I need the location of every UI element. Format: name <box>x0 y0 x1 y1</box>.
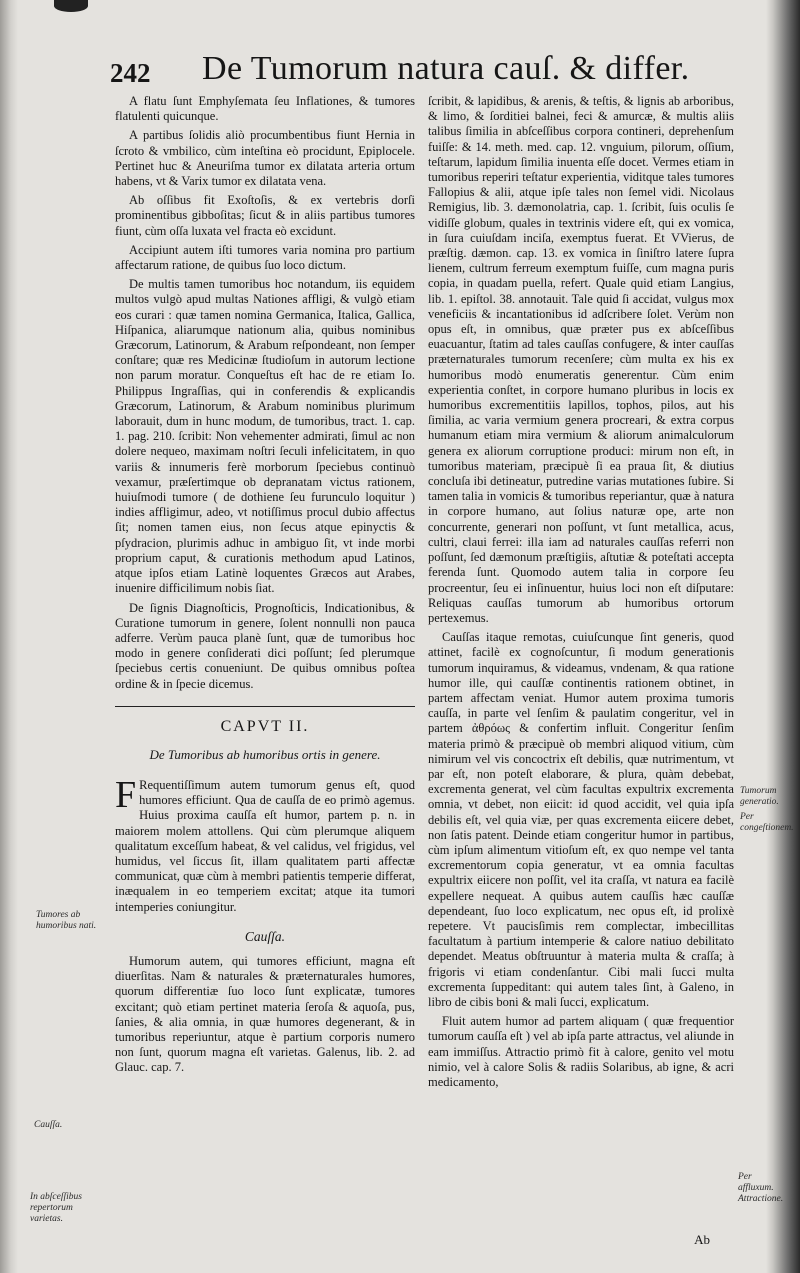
chapter-subtitle: De Tumoribus ab humoribus ortis in genere. <box>149 746 381 762</box>
paragraph: Fluit autem humor ad partem aliquam ( quæ frequentior tumorum cauſſa eſt ) vel ab ipſa parte attractus, vel aliunde in eam immiſſus. Attractio primò fit à calore, genito vel motu nimio, vel à calore Solis & radiis Solaribus, ab igne, & acri medicamento, <box>428 1014 734 1089</box>
catchword: Ab <box>694 1232 710 1247</box>
chapter-heading: CAPVT II. <box>220 717 310 735</box>
margin-note-affluxum: Per affluxum. Attractione. <box>738 1172 784 1204</box>
paragraph: De ſignis Diagnoſticis, Prognoſticis, Indicationibus, & Curatione tumorum in genere, ſolent nonnulli non pauca adferre. Verùm pauca planè ſunt, quæ de tumoribus hoc modo in genere conſiderati dici poſſunt; ſed plerumque ſpeciebus certis conueniunt. De quibus omnibus poſtea ordine & in ſpecie dicemus. <box>115 600 415 691</box>
section-heading: Cauſſa. <box>244 928 286 944</box>
ink-blot <box>54 0 88 12</box>
paragraph: ſcribit, & lapidibus, & arenis, & teſtis, & lignis ab arboribus, & limo, & ſorditiei balnei, feci & amurcæ, & multis aliis talibus ſimilia in abſceſſibus corpora contineri, deprehenſum fuiſſe: & 14. meth. med. cap. 12. vnguium, pilorum, oſſium, teſtarum, lapidum ſimilia inuenta eſſe docet. Vermes etiam in tumoribus reperiri teſtatur experientia, viditque tales tumores Fallopius & alii, atque ipſe tales non ſemel vidi. Nicolaus Remigius, lib. 3. dæmonolatria, cap. 1. ſcribit, ſuis oculis ſe vidiſſe globum, quales in textrinis videre eſt, qui ex vomica, in ſura cuiuſdam inciſa, exemptus fuerat. Et VVierus, de præſtig. dæmon. cap. 13. ex vomica in ſiniſtro latere ſupra lienem, cultrum ferreum exemptum fuiſſe, cum magna puris copia, in quadam puella, refert. Quale quid etiam Langius, lib. 1. epiſtol. 38. annotauit. Tale quid ſi accidat, vulgus mox veneficiis & incantationibus id adſcribere ſolet. Verùm non opus eſt, in omnibus, quæ præter pus ex abſceſſibus euacuantur, ſtatim ad tales cauſſas confugere, & inter cauſſas præternaturales tumorum recenſere; cùm multa ex his ex humoribus modò enumeratis generentur. Cùm enim experientia conſtet, in corpore humano pluribus in locis ex humoribus excrementitiis lapillos, tophos, pilos, aut his ſimilia, ac varia vermium genera procreari, & extra corpus humanum etiam mira vermium & aliorum animalculorum genera ex aliorum corruptione produci: mirum non eſt, in tumoribus materiam, præcipuè ſi ea praua ſit, & diutius concluſa ibi detineatur, putredine varias mutationes ſubire. Si tamen talia in vomicis & tumoribus reperiantur, quæ à natura in corpore humano, aut ſolius naturæ ope, arte non concurrente, generari non poſſunt, vt ſunt metallica, acus, cultri, claui ferrei: illa iam ad naturales cauſſas referri non poſſunt, ſed dæmonum præſtigiis, aſtutiæ & poteſtati accepta ferenda ſunt. Quomodo autem talia in corpore ſeu procreentur, ſeu ei inſinuentur, huius loci non eſt diſputare: Reliquas cauſſas tumorum ab humoribus ortorum pertexemus. <box>428 94 734 625</box>
paragraph: A partibus ſolidis aliò procumbentibus fiunt Hernia in ſcroto & vmbilico, cùm inteſtina eò procidunt, Epiplocele. Pertinet huc & Aneuriſma tumor ex dilatata arteria ortum habens, vt & Varix tumor ex dilatata vena. <box>115 128 415 189</box>
chapter-opening-paragraph: FRequentiſſimum autem tumorum genus eſt, quod humores efficiunt. Qua de cauſſa de eo primò agemus. Huius proxima cauſſa eſt humor, partem p. n. in maiorem molem attollens. Qui cùm plerumque aliquem qualitatum exceſſum habeat, & vel calidus, vel frigidus, vel humidus, vel ſiccus ſit, illam qualitatem parti affectæ communicat, quæ cùm à membri patientis temperie differat, inæqualem in eo temperiem excitat; atque ita tumori intemperies coniungitur. <box>115 773 415 914</box>
margin-note-caussa: Cauſſa. <box>34 1120 63 1130</box>
paragraph: De multis tamen tumoribus hoc notandum, iis equidem multos vulgò apud multas Nationes affligi, & vulgò etiam eos curari : quæ tamen nomina Germanica, Italica, Gallica, Hiſpanica, aliarumque nationum alia, quibus nominibus Græcorum, Latinorum, & Arabum reſpondeant, non ſemper conſtare; quæ res Medicinæ ſtudioſum in autorum lectione non parum moratur. Conqueſtus eſt hac de re etiam Io. Philippus Ingraſſias, qui in conferendis & explicandis Græcorum, Latinorum, & Arabum nominibus plurimum laborauit, dum in hunc modum, de tumoribus, tract. 1. cap. 1. pag. 210. ſcribit: Non vehementer admirati, ſimul ac non dolere nequeo, maximam noſtri ſeculi infelicitatem, in quo variis & innumeris ferè morborum ſpeciebus continuò vexamur, præſertimque ob depranatam victus rationem, huiuſmodi tumore ( de dothiene ſeu furunculo loquitur ) indies affligimur, adeo, vt notiſſimus procul dubio affectus ſit; nomen tamen eius, non ſecus atque epinyctis & pſydracion, plurimis adhuc in ambiguo ſit, vt inde morbi proprium caput, & curationis methodum apud Latinos, atque ipſos etiam Latinè loquentes Græcos aut Arabes, inuenire difficilimum nobis ſiat. <box>115 277 415 596</box>
paragraph: Cauſſas itaque remotas, cuiuſcunque ſint generis, quod attinet, facilè ex cognoſcuntur, ſi modum generationis tumorum inquiramus, & videamus, vndenam, & qua ratione humor ille, qui cauſſæ continentis rationem obtinet, in partem affectam veniat. Humor autem proxima tumoris cauſſa, in parte vel ſenſim & paulatim congeritur, vel in partem ἀθρόως & confertim influit. Congeritur ſenſim materia primò & præcipuè ob membri aliquod vitium, cùm nimirum vel vis concoctrix eſt debilis, quæ nutrimentum, vt par eſt, non poteſt elaborare, & plura, quàm debebat, excrementa generat, vel cùm facultas expultrix excrementa omnia, vt debet, non eiicit: id quod accidit, vel quia ipſa debilis eſt, vel quia viæ, per quas excrementa eiicere debet, non ſatis patent. Deinde etiam congeritur humor in partibus, cùm ipſum alimentum vitioſum eſt, ex quo nempe vel tanta excrementorum copia generatur, vt ea omnia facultas expultrix eiicere non poſſit, vel ita craſſa, vt natura ea facilè expellere nequeat. A quibus autem cauſſis hæc cauſſæ dependeant, ſuo loco explicatum, nec opus eſt, id prolixè repetere. Vt paucisſimis rem complectar, imbecillitas facultatum à partium intemperie & calore natiuo debilitato dependet. Meatus obſtruuntur à materia multa & craſſa; à frigoris vi etiam condenſantur. Cibi mali ſucci multa excrementa ſuppeditant: qui autem tales ſint, à Galeno, in libro de cibis boni & mali ſucci, explicatum. <box>428 630 734 1009</box>
paragraph: Accipiunt autem iſti tumores varia nomina pro partium affectarum ratione, de quibus ſuo loco dictum. <box>115 242 415 273</box>
paragraph: Ab oſſibus fit Exoſtoſis, & ex vertebris dorſi prominentibus gibboſitas; ſicut & in aliis partibus tumores fiunt, cùm oſſa luxata vel fracta eò excidunt. <box>115 193 415 238</box>
page-gutter-shadow <box>0 0 18 1273</box>
margin-note-generatio: Tumorum generatio. <box>740 786 779 807</box>
left-column <box>115 94 415 1080</box>
paragraph: Humorum autem, qui tumores efficiunt, magna eſt diuerſitas. Nam & naturales & præternaturales humores, quorum differentiæ ſuo loco ſunt explicatæ, tumores excitant; quò etiam pertinet materia ſeroſa & aquoſa, pus, ſanies, & alia omnia, in quæ humores degenerant, & in tumoribus reperiuntur, atque è partium corporis numero non ſunt, quorum magna eſt varietas. Galenus, lib. 2. ad Glauc. cap. 7. <box>115 953 415 1075</box>
section-rule <box>115 706 415 707</box>
margin-note-tumores: Tumores ab humoribus nati. <box>36 910 97 931</box>
page-header <box>110 46 730 90</box>
running-title: De Tumorum natura cauſ. & differ. <box>202 50 690 87</box>
right-column <box>428 94 734 1094</box>
margin-note-congestio: Per congeſtionem. <box>740 812 794 833</box>
page-edge-shadow <box>766 0 800 1273</box>
paragraph: A flatu ſunt Emphyſemata ſeu Inflationes, & tumores flatulenti quicunque. <box>115 94 415 124</box>
margin-note-abscessibus: In abſceſſibus repertorum varietas. <box>30 1192 82 1224</box>
page-number: 242 <box>110 58 151 88</box>
